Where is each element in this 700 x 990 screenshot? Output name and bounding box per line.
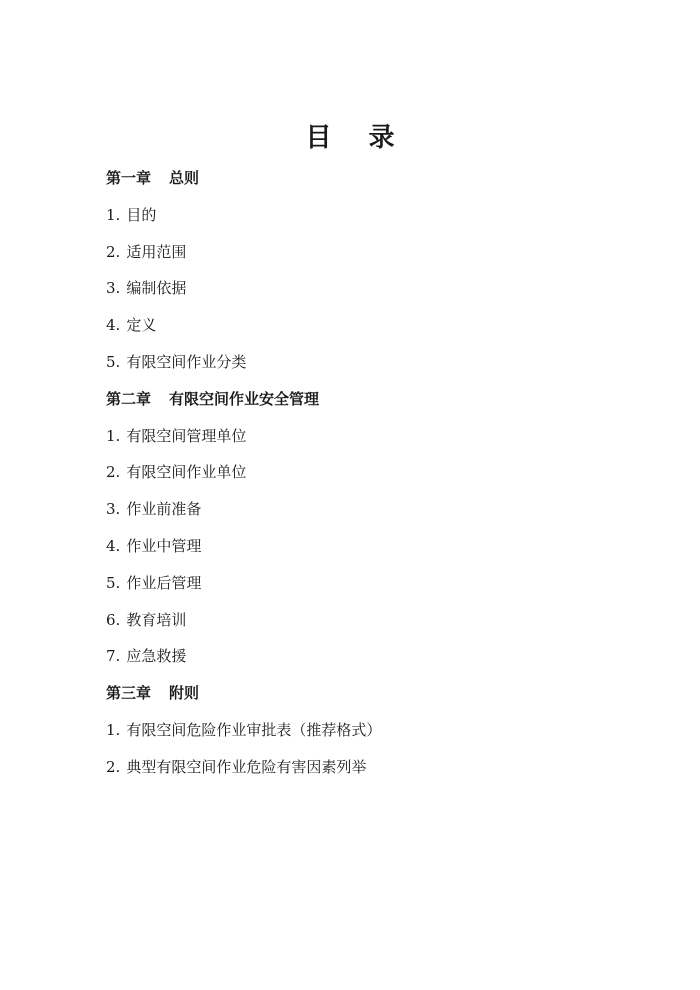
toc-item (106, 602, 646, 639)
item-number: 3. (106, 500, 121, 519)
chapter-heading (106, 381, 646, 418)
item-title: 作业后管理 (126, 573, 202, 592)
item-number: 2. (106, 463, 121, 482)
chapter-number: 第三章 (106, 684, 152, 703)
chapter-title: 有限空间作业安全管理 (169, 389, 320, 408)
chapter-heading (106, 160, 646, 197)
item-number: 3. (106, 279, 121, 298)
item-title: 有限空间作业分类 (126, 352, 247, 371)
item-number: 2. (106, 242, 121, 261)
item-title: 有限空间管理单位 (126, 426, 247, 445)
toc-item (106, 197, 646, 234)
toc-item (106, 749, 646, 786)
toc-item (106, 270, 646, 307)
item-number: 2. (106, 757, 121, 776)
item-number: 1. (106, 205, 121, 224)
item-title: 典型有限空间作业危险有害因素列举 (126, 757, 367, 776)
chapter-number: 第二章 (106, 389, 152, 408)
item-title: 教育培训 (126, 610, 187, 629)
toc-item (106, 307, 646, 344)
item-number: 1. (106, 720, 121, 739)
toc-item (106, 234, 646, 271)
toc-item (106, 565, 646, 602)
toc-item (106, 454, 646, 491)
toc-item (106, 712, 646, 749)
item-number: 5. (106, 573, 121, 592)
toc-item (106, 638, 646, 675)
toc-item (106, 418, 646, 455)
item-title: 作业中管理 (126, 536, 202, 555)
item-title: 作业前准备 (126, 500, 202, 519)
item-number: 5. (106, 352, 121, 371)
toc-item (106, 528, 646, 565)
item-number: 4. (106, 536, 121, 555)
chapter-title: 附则 (169, 684, 200, 703)
item-number: 4. (106, 316, 121, 335)
toc-item (106, 491, 646, 528)
chapter-heading (106, 675, 646, 712)
item-title: 应急救援 (126, 647, 187, 666)
item-number: 7. (106, 647, 121, 666)
item-title: 适用范围 (126, 242, 187, 261)
toc-title: 目 录 (305, 123, 409, 153)
item-title: 编制依据 (126, 279, 187, 298)
toc-item (106, 344, 646, 381)
chapter-title: 总则 (169, 169, 200, 187)
item-title: 有限空间危险作业审批表（推荐格式） (126, 720, 382, 739)
chapter-number: 第一章 (106, 169, 152, 187)
item-title: 目的 (126, 205, 157, 224)
item-number: 6. (106, 610, 121, 629)
item-title: 定义 (126, 316, 157, 335)
item-title: 有限空间作业单位 (126, 463, 247, 482)
table-of-contents (106, 160, 646, 786)
item-number: 1. (106, 426, 121, 445)
